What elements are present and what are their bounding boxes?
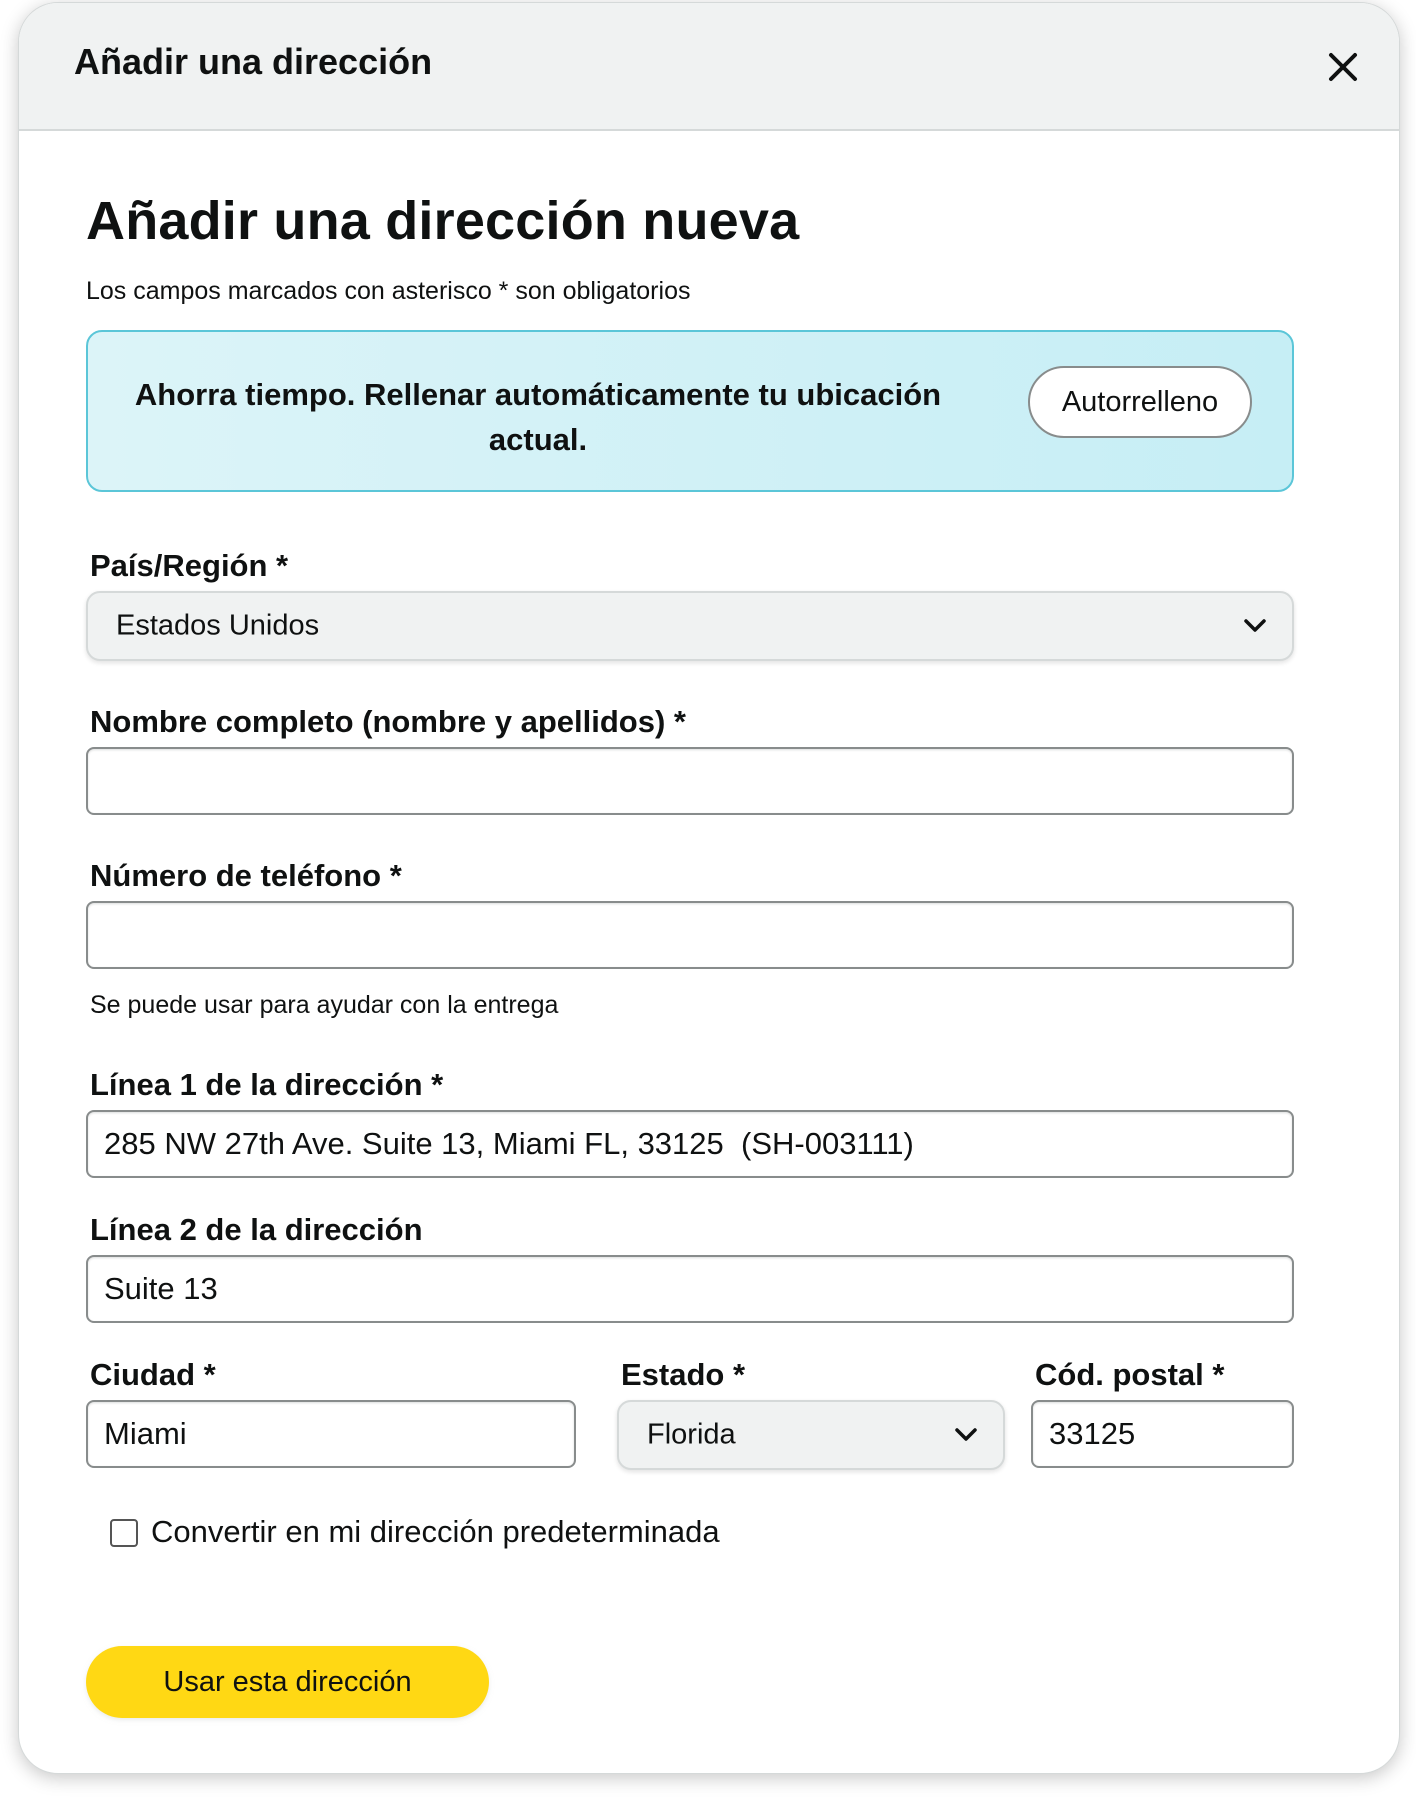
use-this-address-button[interactable]: Usar esta dirección bbox=[86, 1646, 489, 1718]
chevron-down-icon bbox=[1240, 611, 1270, 641]
page-title: Añadir una dirección nueva bbox=[86, 191, 800, 251]
modal-header bbox=[19, 3, 1399, 131]
phone-input[interactable] bbox=[86, 901, 1294, 969]
default-address-checkbox-label[interactable]: Convertir en mi dirección predeterminada bbox=[151, 1514, 720, 1549]
address-line2-input[interactable] bbox=[86, 1255, 1294, 1323]
autofill-banner bbox=[86, 330, 1294, 492]
chevron-down-icon bbox=[951, 1420, 981, 1450]
modal-header-title: Añadir una dirección bbox=[74, 41, 433, 82]
close-button[interactable] bbox=[1321, 45, 1365, 89]
phone-help-text: Se puede usar para ayudar con la entrega bbox=[90, 991, 559, 1019]
autofill-button[interactable]: Autorrelleno bbox=[1028, 366, 1252, 438]
full-name-label: Nombre completo (nombre y apellidos) * bbox=[90, 704, 686, 739]
close-icon bbox=[1321, 45, 1365, 89]
city-label: Ciudad * bbox=[90, 1357, 216, 1392]
city-input[interactable] bbox=[86, 1400, 576, 1468]
address-line2-label: Línea 2 de la dirección bbox=[90, 1212, 423, 1247]
full-name-input[interactable] bbox=[86, 747, 1294, 815]
country-select[interactable] bbox=[86, 591, 1294, 661]
phone-label: Número de teléfono * bbox=[90, 858, 402, 893]
address-line1-label: Línea 1 de la dirección * bbox=[90, 1067, 444, 1102]
postal-code-input[interactable] bbox=[1031, 1400, 1294, 1468]
state-label: Estado * bbox=[621, 1357, 746, 1392]
postal-code-label: Cód. postal * bbox=[1035, 1357, 1225, 1392]
required-fields-note: Los campos marcados con asterisco * son obligatorios bbox=[86, 277, 691, 305]
state-select-value: Florida bbox=[647, 1418, 736, 1451]
country-select-value: Estados Unidos bbox=[116, 609, 320, 642]
country-label: País/Región * bbox=[90, 548, 289, 583]
address-line1-input[interactable] bbox=[86, 1110, 1294, 1178]
autofill-text: Ahorra tiempo. Rellenar automáticamente tu ubicación actual. bbox=[134, 377, 942, 457]
default-address-checkbox[interactable] bbox=[110, 1519, 138, 1547]
state-select[interactable] bbox=[617, 1400, 1005, 1470]
